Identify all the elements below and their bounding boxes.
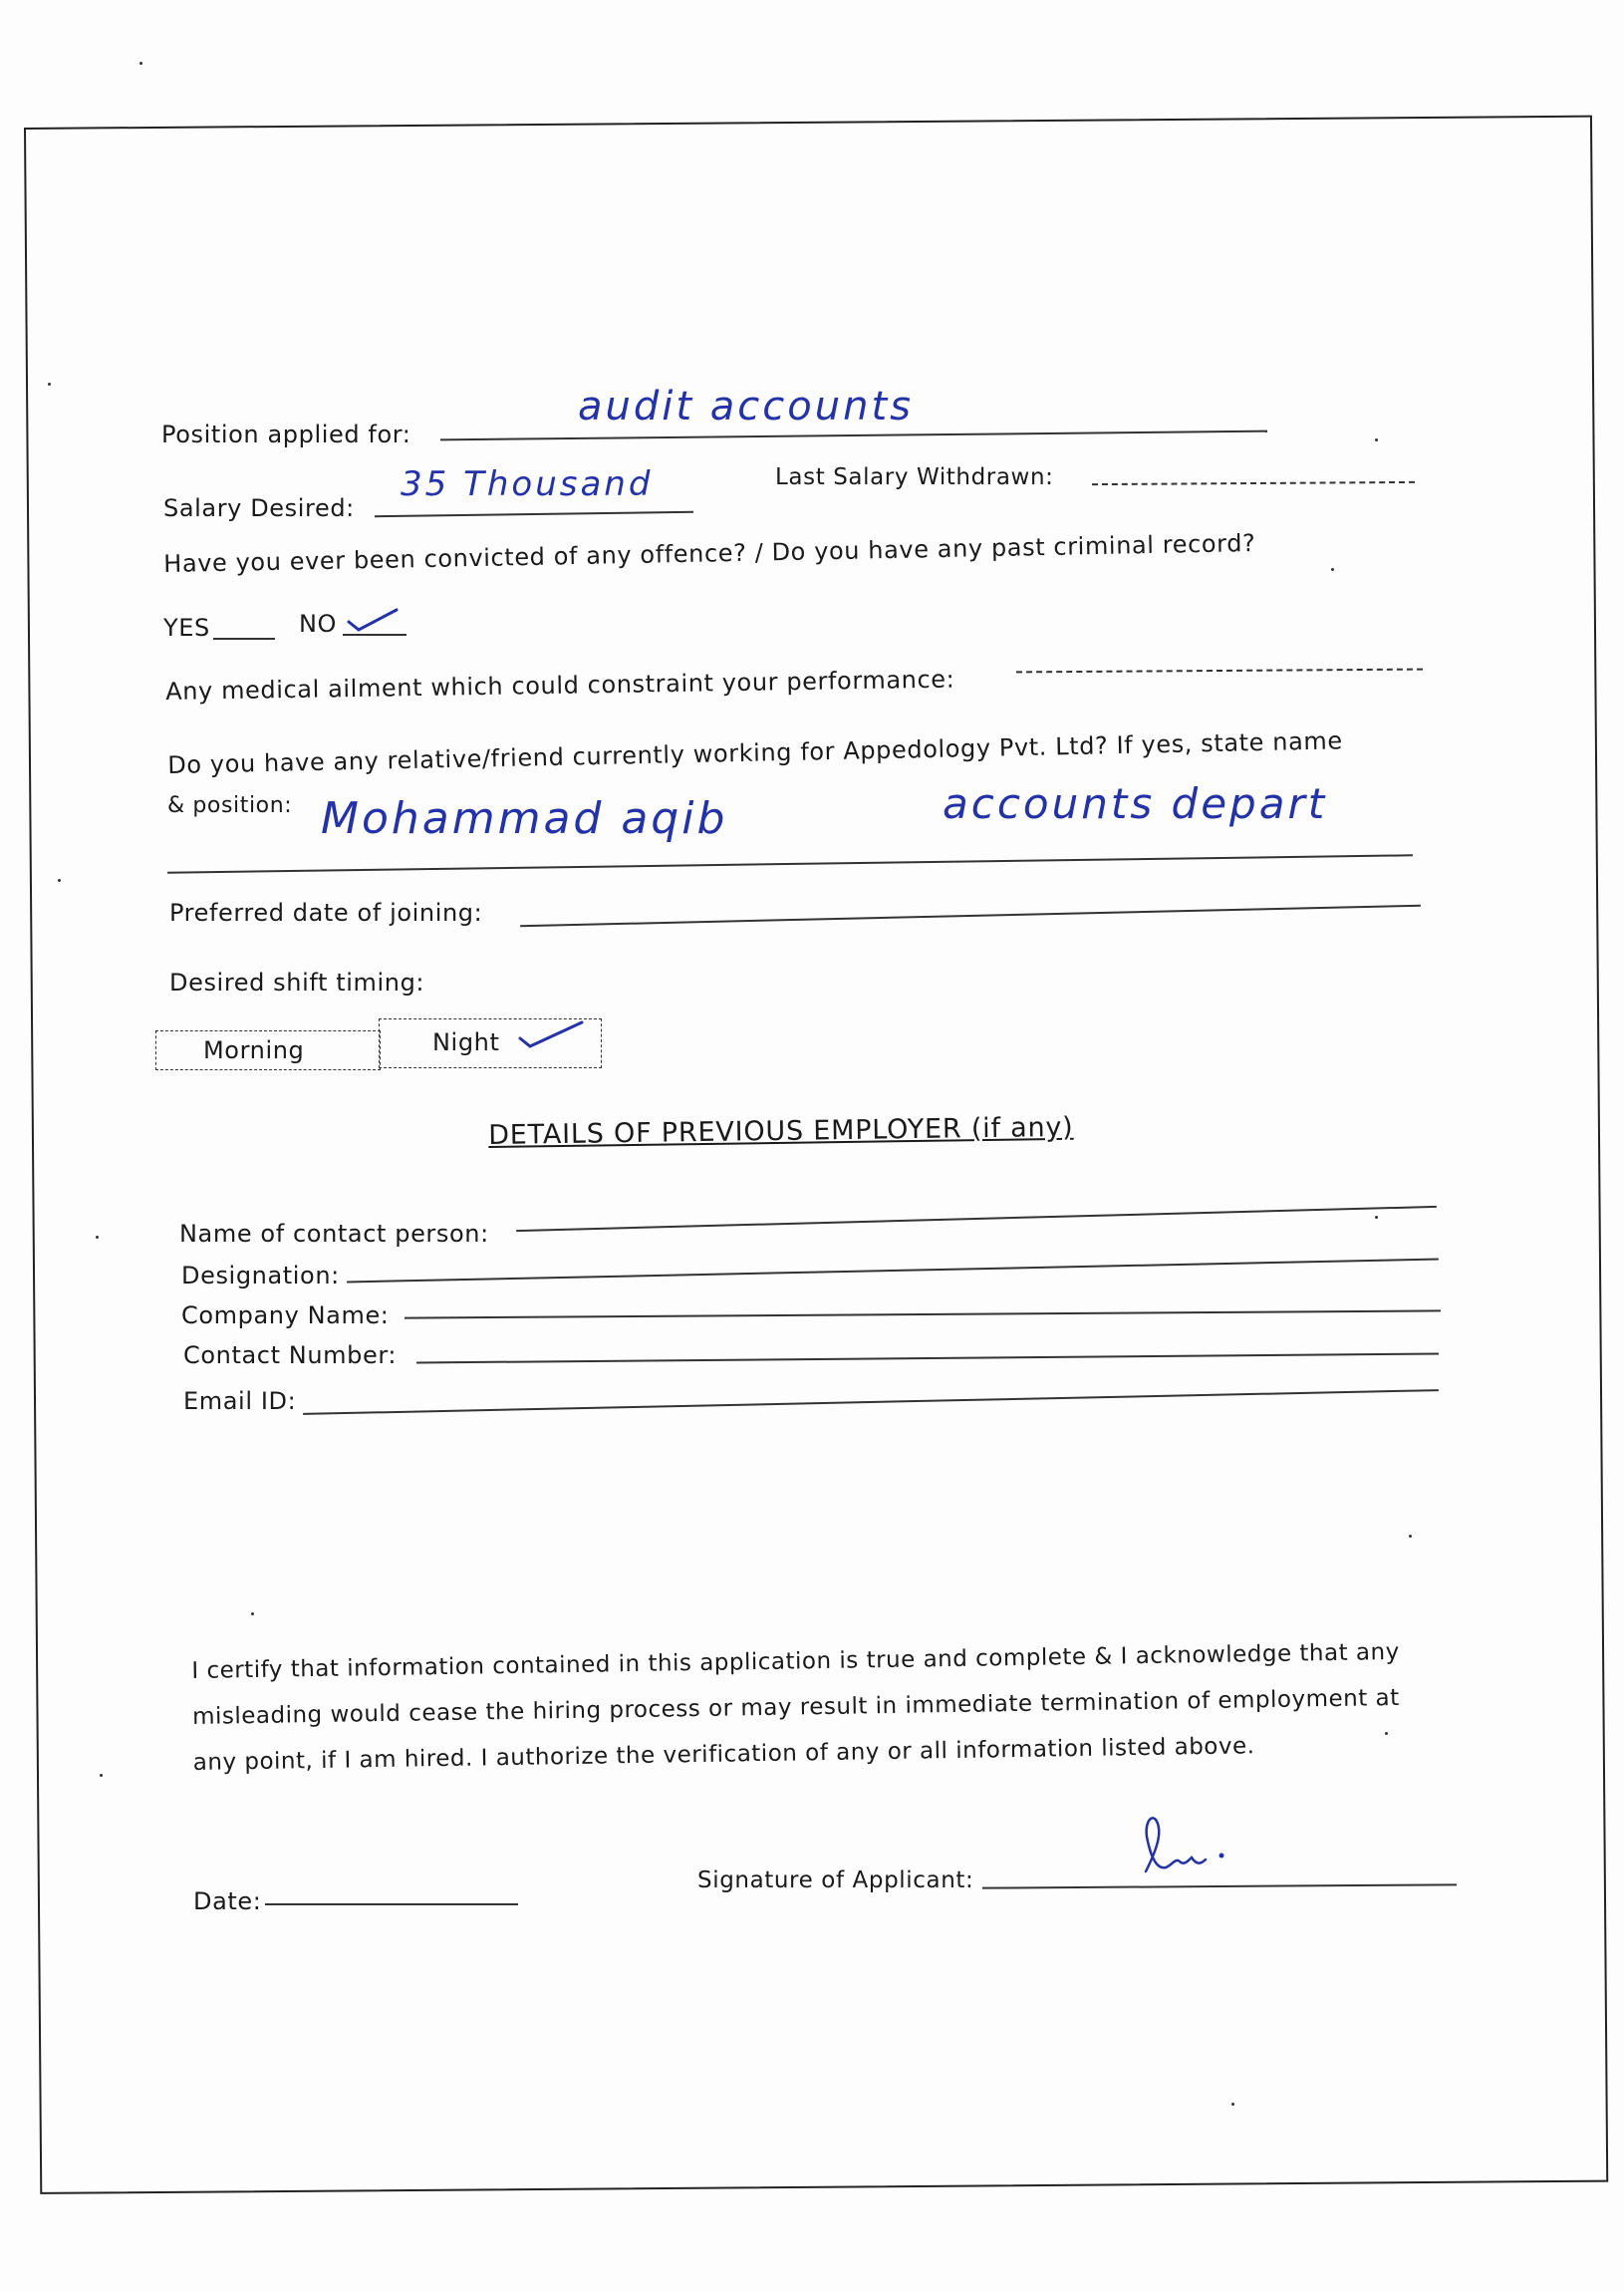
no-label: NO — [299, 610, 338, 638]
salary-desired-label: Salary Desired: — [163, 494, 355, 522]
declaration-line-3: any point, if I am hired. I authorize the verification of any or all information listed above. — [192, 1733, 1255, 1776]
signature-mark — [1126, 1812, 1235, 1881]
scan-speck — [139, 62, 142, 65]
conviction-question: Have you ever been convicted of any offence? / Do you have any past criminal record? — [163, 528, 1256, 578]
shift-morning-label: Morning — [203, 1036, 305, 1064]
scan-speck — [1375, 1216, 1378, 1219]
position-value[interactable]: audit accounts — [578, 384, 914, 430]
scan-speck — [100, 1774, 103, 1777]
scan-speck — [48, 383, 51, 386]
scan-speck — [1231, 2103, 1234, 2106]
shift-label: Desired shift timing: — [169, 969, 425, 997]
salary-desired-value[interactable]: 35 Thousand — [401, 464, 654, 504]
scan-speck — [251, 1612, 254, 1615]
declaration-line-2: misleading would cease the hiring process or may result in immediate termination of employment at — [191, 1684, 1400, 1730]
yes-label: YES — [163, 614, 210, 642]
no-line[interactable] — [343, 634, 406, 636]
relative-dept-value[interactable]: accounts depart — [943, 779, 1328, 828]
designation-label: Designation: — [181, 1262, 340, 1289]
scan-speck — [1409, 1535, 1412, 1538]
shift-night-label: Night — [432, 1028, 500, 1056]
declaration-text — [191, 1629, 1429, 1786]
scan-speck — [96, 1236, 99, 1239]
signature-label: Signature of Applicant: — [697, 1867, 974, 1893]
relative-question: Do you have any relative/friend currently working for Appedology Pvt. Ltd? If yes, state name — [167, 726, 1343, 779]
joining-label: Preferred date of joining: — [169, 899, 483, 927]
date-line[interactable] — [265, 1903, 518, 1905]
previous-employer-heading: DETAILS OF PREVIOUS EMPLOYER (if any) — [488, 1111, 1074, 1151]
date-label: Date: — [193, 1887, 262, 1915]
yes-line[interactable] — [213, 638, 275, 640]
medical-label: Any medical ailment which could constraint your performance: — [165, 665, 955, 706]
contact-number-label: Contact Number: — [183, 1341, 398, 1369]
scan-speck — [1331, 568, 1334, 571]
relative-name-value[interactable]: Mohammad aqib — [321, 793, 728, 844]
scan-speck — [1385, 1732, 1388, 1735]
last-salary-label: Last Salary Withdrawn: — [775, 464, 1054, 490]
company-label: Company Name: — [181, 1301, 390, 1329]
scan-speck — [1375, 438, 1378, 441]
contact-person-label: Name of contact person: — [179, 1220, 489, 1248]
declaration-line-1: I certify that information contained in this application is true and complete & I acknowledge that any — [191, 1638, 1400, 1684]
relative-position-label: & position: — [167, 793, 293, 818]
night-check-icon — [516, 1018, 588, 1052]
scan-speck — [58, 879, 61, 882]
no-check-icon — [345, 604, 401, 634]
position-label: Position applied for: — [161, 421, 411, 448]
email-label: Email ID: — [183, 1387, 297, 1415]
